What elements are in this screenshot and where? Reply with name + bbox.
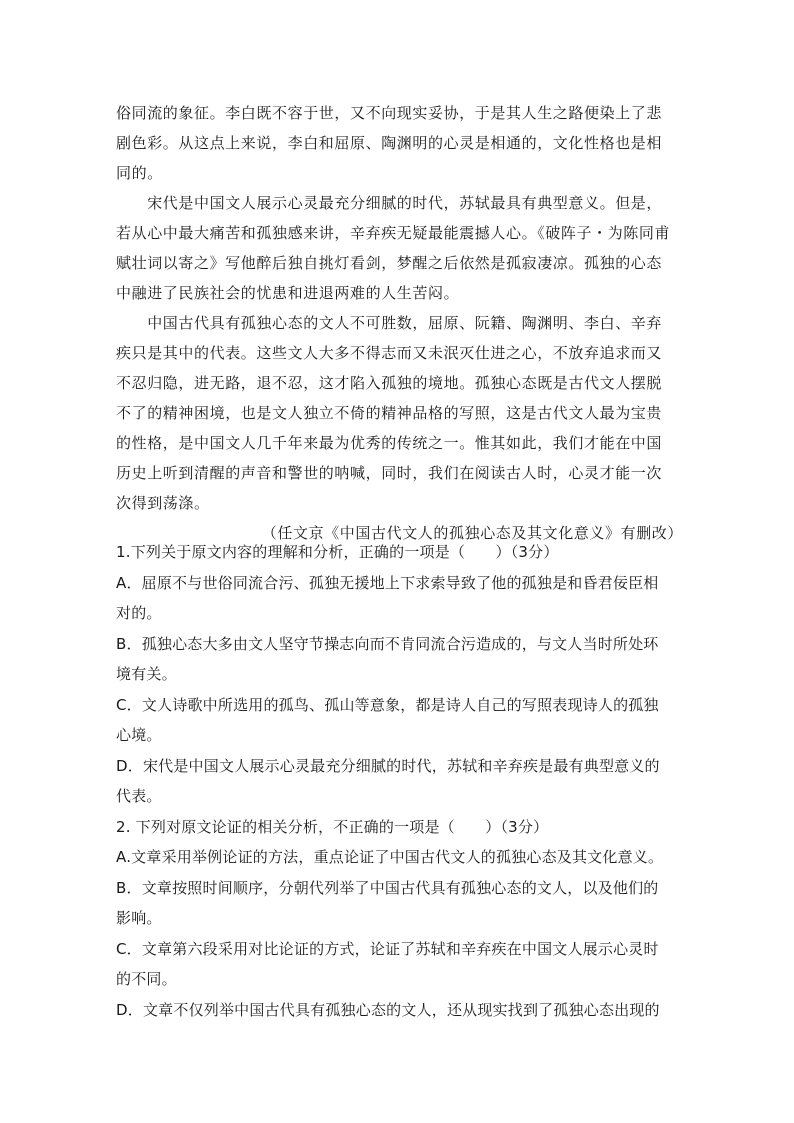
passage-line: 俗同流的象征。李白既不容于世，又不向现实妥协，于是其人生之路便染上了悲 [116, 104, 663, 122]
passage-line: 的性格，是中国文人几千年来最为优秀的传统之一。惟其如此，我们才能在中国 [116, 434, 663, 452]
passage-line: 不忍归隐，进无路，退不忍，这才陷入孤独的境地。孤独心态既是古代文人摆脱 [116, 374, 663, 392]
passage-line: 次得到荡涤。 [116, 494, 210, 512]
passage-body [116, 98, 683, 548]
question-2-stem: 2. 下列对原文论证的相关分析，不正确的一项是（ ）（3分） [116, 817, 549, 836]
passage-line: 同的。 [116, 164, 163, 182]
question-2-option-b-cont: 影响。 [116, 909, 162, 927]
passage-line: 剧色彩。从这点上来说，李白和屈原、陶渊明的心灵是相通的，文化性格也是相 [116, 134, 663, 152]
question-1-option-d: D．宋代是中国文人展示心灵最充分细腻的时代，苏轼和辛弃疾是最有典型意义的 [116, 756, 660, 775]
passage-line: 历史上听到清醒的声音和警世的呐喊，同时，我们在阅读古人时，心灵才能一次 [116, 464, 663, 482]
question-1-option-a-cont: 对的。 [116, 604, 162, 622]
passage-line: 中融进了民族社会的忧患和进退两难的人生苦闷。 [116, 284, 460, 302]
passage-line: 赋壮词以寄之》写他醉后独自挑灯看剑，梦醒之后依然是孤寂凄凉。孤独的心态 [116, 254, 663, 272]
passage-line: 若从心中最大痛苦和孤独感来讲，辛弃疾无疑最能震撼人心。《破阵子・为陈同甫 [116, 224, 671, 242]
question-2-option-d: D．文章不仅列举中国古代具有孤独心态的文人，还从现实找到了孤独心态出现的 [116, 1000, 660, 1019]
passage-line: 疾只是其中的代表。这些文人大多不得志而又未泯灭仕进之心，不放弃追求而又 [116, 344, 663, 362]
question-2-option-c-cont: 的不同。 [116, 970, 177, 988]
question-1-option-b-cont: 境有关。 [116, 665, 177, 683]
question-1-option-a: A．屈原不与世俗同流合污、孤独无援地上下求索导致了他的孤独是和昏君佞臣相 [116, 573, 659, 592]
question-2-option-a: A.文章采用举例论证的方法，重点论证了中国古代文人的孤独心态及其文化意义。 [116, 848, 664, 866]
passage-line: 宋代是中国文人展示心灵最充分细腻的时代，苏轼最具有典型意义。但是， [116, 194, 663, 212]
passage-source: （任文京《中国古代文人的孤独心态及其文化意义》有删改） [261, 524, 683, 542]
question-1-option-c-cont: 心境。 [116, 726, 162, 744]
passage-line: 不了的精神困境，也是文人独立不倚的精神品格的写照，这是古代文人最为宝贵 [116, 404, 663, 422]
question-1-option-d-cont: 代表。 [116, 787, 162, 805]
question-2-option-b: B．文章按照时间顺序，分朝代列举了中国古代具有孤独心态的文人，以及他们的 [116, 878, 659, 897]
question-1-option-c: C．文人诗歌中所选用的孤鸟、孤山等意象，都是诗人自己的写照表现诗人的孤独 [116, 695, 659, 714]
question-1-option-b: B．孤独心态大多由文人坚守节操志向而不肯同流合污造成的，与文人当时所处环 [116, 634, 659, 653]
passage-line: 中国古代具有孤独心态的文人不可胜数，屈原、阮籍、陶渊明、李白、辛弃 [116, 314, 663, 332]
question-2-option-c: C．文章第六段采用对比论证的方式，论证了苏轼和辛弃疾在中国文人展示心灵时 [116, 939, 659, 958]
question-1-stem: 1.下列关于原文内容的理解和分析，正确的一项是（ ）（3分） [116, 543, 559, 561]
question-section [116, 537, 683, 1025]
